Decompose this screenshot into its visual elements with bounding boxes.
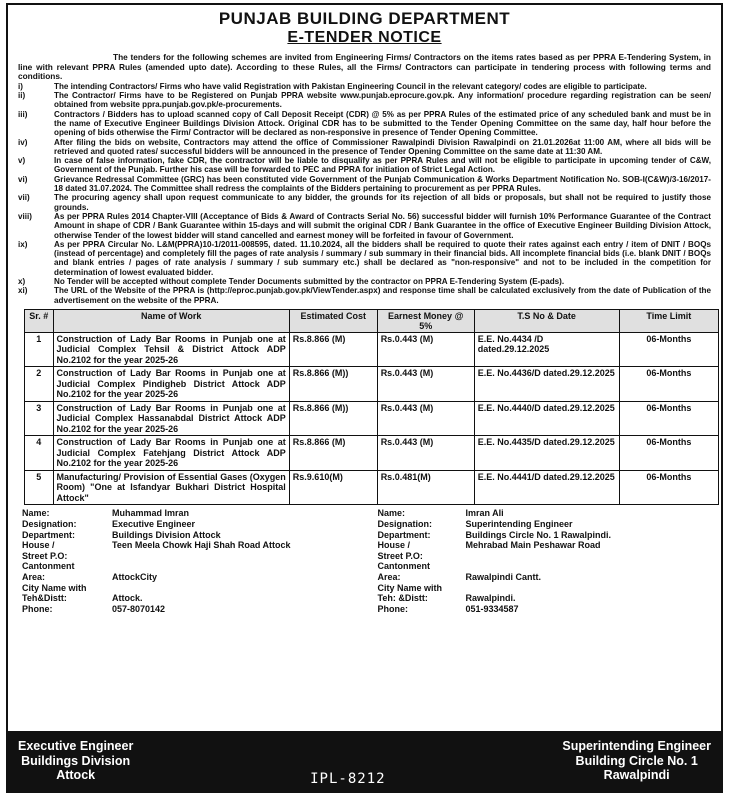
cell-sr: 5 bbox=[25, 470, 54, 505]
contact-value: Imran Ali bbox=[465, 508, 504, 519]
cell-cost: Rs.9.610(M) bbox=[289, 470, 377, 505]
contact-value: Attock. bbox=[112, 593, 143, 604]
contact-row bbox=[22, 604, 354, 615]
contact-value: Rawalpindi. bbox=[465, 593, 516, 604]
condition-number: x) bbox=[18, 277, 26, 287]
header-sr: Sr. # bbox=[25, 309, 54, 332]
contact-row bbox=[22, 540, 354, 551]
condition-text: The procuring agency shall upon request communicate to any bidder, the grounds for its rejection of all bids or proposals, but shall not be required to justify those grounds. bbox=[54, 193, 711, 212]
contact-left bbox=[22, 508, 354, 614]
contact-label: Department: bbox=[22, 529, 76, 540]
footer-left bbox=[18, 739, 133, 783]
contact-value: AttockCity bbox=[112, 571, 158, 582]
contact-row bbox=[378, 530, 710, 541]
cell-ts: E.E. No.4435/D dated.29.12.2025 bbox=[474, 436, 619, 471]
contact-value: Executive Engineer bbox=[112, 519, 196, 529]
contact-label: Designation: bbox=[377, 519, 433, 529]
condition-number: viii) bbox=[18, 211, 32, 221]
condition-text: Contractors / Bidders has to upload scanned copy of Call Deposit Receipt (CDR) @ 5% as per PPRA Rules of the estimated price of any scheduled bank and must be in the name of Executive Engineer Buildings Division Attock. Original CDR has to be submitted to the Tender Opening Committee on the same day, half hour before the opening of bids otherwise the Firm/ Contractor will be declared as non-responsive in presence of Tender Opening Committee. bbox=[54, 109, 711, 138]
cell-sr: 4 bbox=[25, 436, 54, 471]
works-table bbox=[24, 309, 719, 506]
cell-time: 06-Months bbox=[619, 367, 718, 402]
contact-row bbox=[22, 593, 354, 604]
department-title: PUNJAB BUILDING DEPARTMENT bbox=[218, 9, 511, 28]
cell-sr: 3 bbox=[25, 401, 54, 436]
contact-value: Buildings Circle No. 1 Rawalpindi. bbox=[465, 529, 612, 540]
contact-label: Street P.O: bbox=[377, 550, 423, 561]
cell-time: 06-Months bbox=[619, 332, 718, 367]
condition-item bbox=[18, 138, 711, 157]
header-ts: T.S No & Date bbox=[474, 309, 619, 332]
contact-value: Superintending Engineer bbox=[465, 519, 573, 529]
header-time: Time Limit bbox=[619, 309, 718, 332]
cell-cost: Rs.8.866 (M) bbox=[289, 436, 377, 471]
contact-row bbox=[378, 593, 710, 604]
condition-number: iv) bbox=[18, 137, 28, 147]
table-header-row bbox=[25, 309, 719, 332]
contact-label: Teh: &Distt: bbox=[377, 593, 428, 604]
condition-text: In case of false information, fake CDR, the contractor will be liable to disqualify as per PPRA Rules and will not be eligible to participate in upcoming tender of C&W, Government of the Punjab. Further his case will be forwarded to PEC and PPRA for initiation of Strict Legal Action. bbox=[54, 156, 711, 175]
contact-value: 057-8070142 bbox=[112, 603, 166, 614]
condition-item bbox=[18, 175, 711, 194]
condition-text: No Tender will be accepted without complete Tender Documents submitted by the contractor on PPRA E-Tendering System (E-pads). bbox=[54, 277, 565, 287]
condition-text: As per PPRA Rules 2014 Chapter-VIII (Acceptance of Bids & Award of Contracts Serial No. 56) successful bidder will furnish 10% Performance Guarantee of the Contract Amount in shape of CDR / Bank Guarantee within 15-days and will submit the original CDR / Bank Guarantee in the office of Executive Engineer Building Division Attock, otherwise Tender of the lowest bidder will stand cancelled and earnest money will be forfeited in favour of Government. bbox=[54, 211, 711, 240]
contact-label: Phone: bbox=[377, 603, 408, 614]
footer-left-line: Buildings Division bbox=[21, 753, 131, 768]
intro-paragraph bbox=[18, 53, 711, 82]
condition-text: After filing the bids on website, Contractors may attend the office of Commissioner Rawalpindi Division Rawalpindi on 21.01.2026at 11:00 AM, where all bids will be retrieved and quoted rates/ successful bidders will be announced in the presence of Tender Opening Committee on the same date at 11:30 AM. bbox=[54, 137, 711, 156]
footer-right bbox=[562, 739, 711, 783]
condition-number: vi) bbox=[18, 174, 28, 184]
cell-ts: E.E. No.4441/D dated.29.12.2025 bbox=[474, 470, 619, 505]
footer-right-line: Rawalpindi bbox=[603, 768, 670, 783]
table-row bbox=[25, 401, 719, 436]
condition-text: The intending Contractors/ Firms who have valid Registration with Pakistan Engineering Council in the relevant category/ codes are eligible to participate. bbox=[54, 81, 647, 91]
condition-item bbox=[18, 82, 711, 91]
cell-money: Rs.0.443 (M) bbox=[377, 436, 474, 471]
contact-row bbox=[378, 508, 710, 519]
condition-number: iii) bbox=[18, 109, 28, 119]
footer-right-line: Building Circle No. 1 bbox=[575, 753, 698, 768]
contact-label: City Name with bbox=[22, 582, 87, 593]
footer-left-line: Attock bbox=[56, 768, 96, 783]
condition-text: As per PPRA Circular No. L&M(PPRA)10-1/2011-008595, dated. 11.10.2024, all the bidders shall be required to quote their rates against each entry / item of DNIT / BOQs (instead of percentage) and completely fill the pages of rate analysis / summary / sub summary in their financial bids. All incomplete financial bids (i.e. blank DNIT / BOQs and blank entries / pages of rate analysis / summary / sub summary etc.) shall be declared as "non-responsive" and not to be included in the competition for determination of lowest evaluated bidder. bbox=[54, 239, 711, 277]
cell-money: Rs.0.443 (M) bbox=[377, 332, 474, 367]
cell-name: Manufacturing/ Provision of Essential Gases (Oxygen Room) "One at Isfandyar Bukhari District Hospital Attock" bbox=[53, 470, 289, 505]
contact-label: Teh&Distt: bbox=[22, 593, 67, 604]
cell-money: Rs.0.443 (M) bbox=[377, 401, 474, 436]
tender-notice bbox=[6, 3, 723, 793]
contact-label: Phone: bbox=[22, 603, 53, 614]
contact-label: City Name with bbox=[377, 582, 443, 593]
notice-title: E-TENDER NOTICE bbox=[287, 29, 442, 46]
contact-label: House / bbox=[22, 540, 55, 551]
condition-text: The Contractor/ Firms have to be Registered on Punjab PPRA website www.punjab.eprocure.gov.pk. Any information/ procedure regarding registration can be seen/ obtained from website ppra.punjab.gov.pk/e-procurements. bbox=[54, 91, 711, 110]
table-row bbox=[25, 367, 719, 402]
works-body bbox=[25, 332, 719, 505]
contacts-section bbox=[22, 508, 709, 614]
cell-sr: 2 bbox=[25, 367, 54, 402]
contact-label: Name: bbox=[377, 508, 406, 519]
contact-row bbox=[22, 572, 354, 583]
condition-number: ix) bbox=[18, 239, 28, 249]
cell-time: 06-Months bbox=[619, 470, 718, 505]
condition-number: i) bbox=[18, 81, 23, 91]
cell-cost: Rs.8.866 (M)) bbox=[289, 367, 377, 402]
header-cost: Estimated Cost bbox=[289, 309, 377, 332]
condition-item bbox=[18, 286, 711, 305]
condition-number: xi) bbox=[18, 286, 28, 296]
condition-item bbox=[18, 277, 711, 286]
contact-label: Designation: bbox=[22, 519, 77, 529]
contact-value: Muhammad Imran bbox=[112, 508, 190, 519]
cell-cost: Rs.8.866 (M) bbox=[289, 332, 377, 367]
cell-ts: E.E. No.4434 /D dated.29.12.2025 bbox=[474, 332, 619, 367]
contact-label: Area: bbox=[22, 571, 46, 582]
condition-item bbox=[18, 91, 711, 110]
cell-name: Construction of Lady Bar Rooms in Punjab one at Judicial Complex Fatehjang District Attock ADP No.2102 for the year 2025-26 bbox=[53, 436, 289, 471]
condition-number: vii) bbox=[18, 193, 30, 203]
contact-value: Mehrabad Main Peshawar Road bbox=[465, 540, 601, 551]
cell-name: Construction of Lady Bar Rooms in Punjab one at Judicial Complex Pindigheb District Attock ADP No.2102 for the year 2025-26 bbox=[53, 367, 289, 402]
cell-ts: E.E. No.4440/D dated.29.12.2025 bbox=[474, 401, 619, 436]
footer-left-line: Executive Engineer bbox=[18, 739, 134, 754]
cell-sr: 1 bbox=[25, 332, 54, 367]
cell-money: Rs.0.481(M) bbox=[377, 470, 474, 505]
contact-row bbox=[22, 551, 354, 562]
ipl-code: IPL-8212 bbox=[310, 771, 386, 787]
condition-text: The URL of the Website of the PPRA is (http://eproc.punjab.gov.pk/ViewTender.aspx) and response time shall be calculated exclusively from the date of Publication of the advertisement on the website of the PPRA. bbox=[54, 286, 711, 305]
contact-row bbox=[378, 583, 710, 594]
contact-label: Cantonment bbox=[22, 561, 75, 572]
contact-row bbox=[22, 583, 354, 594]
contact-row bbox=[378, 551, 710, 562]
cell-time: 06-Months bbox=[619, 401, 718, 436]
contact-label: Street P.O: bbox=[22, 550, 68, 561]
condition-number: ii) bbox=[18, 91, 26, 101]
header-money: Earnest Money @ 5% bbox=[377, 309, 474, 332]
condition-item bbox=[18, 212, 711, 240]
contact-row bbox=[22, 519, 354, 530]
contact-right bbox=[354, 508, 710, 614]
contact-row bbox=[22, 561, 354, 572]
contact-row bbox=[378, 572, 710, 583]
cell-cost: Rs.8.866 (M)) bbox=[289, 401, 377, 436]
contact-value: Buildings Division Attock bbox=[112, 529, 221, 540]
contact-row bbox=[378, 561, 710, 572]
contact-label: Name: bbox=[22, 508, 50, 519]
table-row bbox=[25, 436, 719, 471]
contact-row bbox=[22, 508, 354, 519]
header-name: Name of Work bbox=[53, 309, 289, 332]
table-row bbox=[25, 470, 719, 505]
cell-name: Construction of Lady Bar Rooms in Punjab one at Judicial Complex Tehsil & District Attock ADP No.2102 for the year 2025-26 bbox=[53, 332, 289, 367]
contact-value: Rawalpindi Cantt. bbox=[465, 571, 542, 582]
contact-label: Area: bbox=[377, 571, 401, 582]
footer-bar bbox=[8, 731, 721, 791]
condition-item bbox=[18, 156, 711, 175]
condition-text: Grievance Redressal Committee (GRC) has been constituted vide Government of the Punjab Communication & Works Department Notification No. SOB-I(C&W)/3-16/2017-18 dated 31.07.2024. The Committee shall redress the complaints of the Bidders pertaining to procurement as per PPRA Rules. bbox=[54, 174, 711, 194]
cell-money: Rs.0.443 (M) bbox=[377, 367, 474, 402]
table-row bbox=[25, 332, 719, 367]
contact-row bbox=[22, 530, 354, 541]
intro-text: The tenders for the following schemes are invited from Engineering Firms/ Contractors on the items rates based as per PPRA E-Tendering System, in line with relevant PPRA Rules (amended upto date). According to these Rules, all the Firms/ Contractors can participate in tendering process with following terms and conditions. bbox=[18, 52, 711, 82]
condition-item bbox=[18, 193, 711, 212]
contact-label: House / bbox=[377, 540, 411, 551]
contact-row bbox=[378, 519, 710, 530]
condition-item bbox=[18, 240, 711, 277]
footer-right-line: Superintending Engineer bbox=[562, 739, 711, 754]
contact-row bbox=[378, 540, 710, 551]
contact-row bbox=[378, 604, 710, 615]
cell-name: Construction of Lady Bar Rooms in Punjab one at Judicial Complex Hassanabdal District Attock ADP No.2102 for the year 2025-26 bbox=[53, 401, 289, 436]
cell-time: 06-Months bbox=[619, 436, 718, 471]
condition-item bbox=[18, 110, 711, 138]
contact-value: 051-9334587 bbox=[465, 603, 519, 614]
contact-label: Department: bbox=[377, 529, 431, 540]
contact-label: Cantonment bbox=[377, 561, 430, 572]
condition-number: v) bbox=[18, 156, 26, 166]
cell-ts: E.E. No.4436/D dated.29.12.2025 bbox=[474, 367, 619, 402]
conditions-list bbox=[18, 82, 711, 305]
notice-header bbox=[8, 9, 721, 47]
contact-value: Teen Meela Chowk Haji Shah Road Attock bbox=[112, 540, 291, 551]
